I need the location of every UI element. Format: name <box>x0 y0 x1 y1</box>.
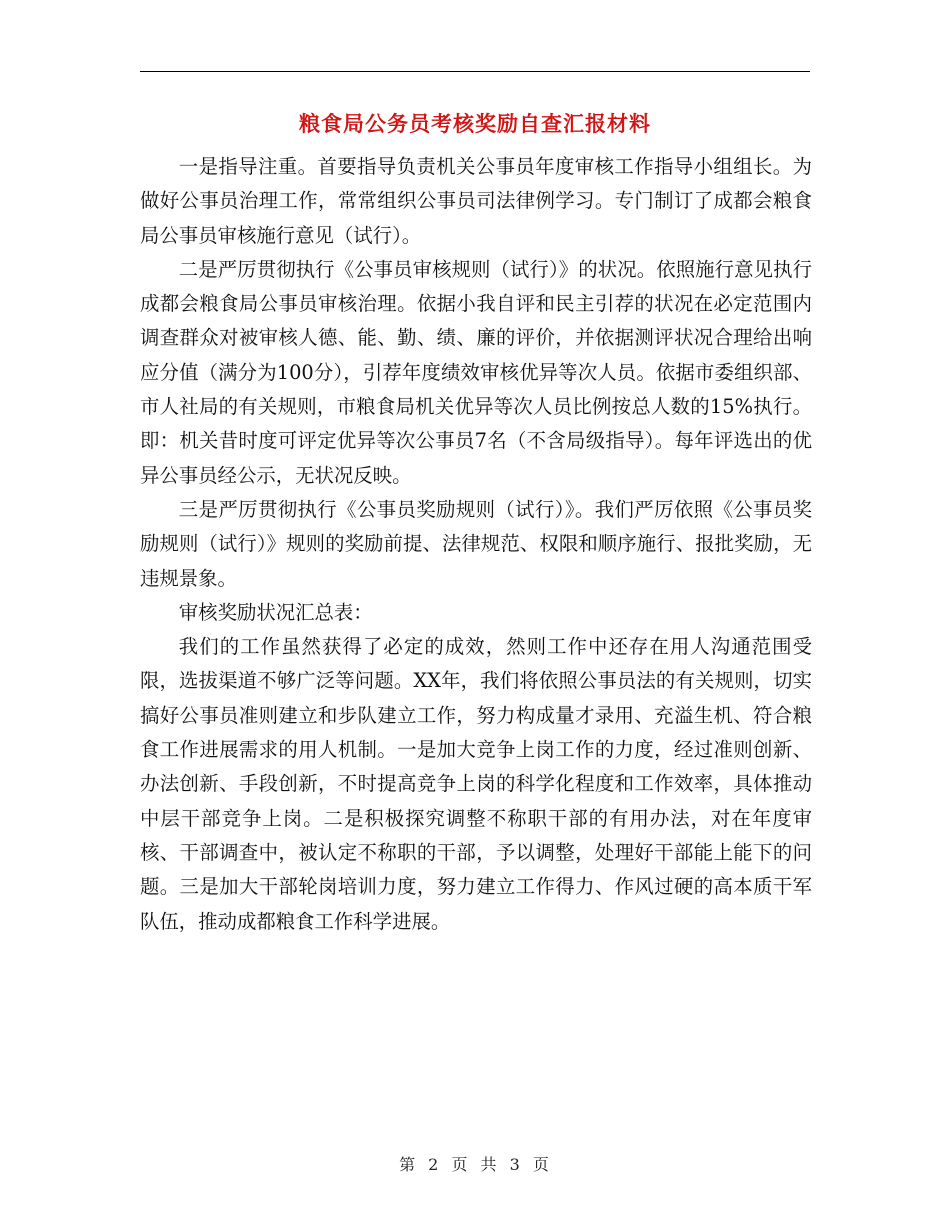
document-body <box>140 150 812 939</box>
header-rule <box>140 71 810 72</box>
paragraph-summary-table-label: 审核奖励状况汇总表： <box>178 600 373 624</box>
paragraph-leadership: 一是指导注重。首要指导负责机关公事员年度审核工作指导小组组长。为做好公事员治理工作，常常组织公事员司法律例学习。专门制订了成都会粮食局公事员审核施行意见（试行）。 <box>140 155 812 247</box>
paragraph-future-work: 我们的工作虽然获得了必定的成效，然则工作中还存在用人沟通范围受限，选拔渠道不够广泛等问题。XX年，我们将依照公事员法的有关规则，切实搞好公事员准则建立和步队建立工作，努力构成量才录用、充溢生机、符合粮食工作进展需求的用人机制。一是加大竞争上岗工作的力度，经过准则创新、办法创新、手段创新，不时提高竞争上岗的科学化程度和工作效率，具体推动中层干部竞争上岗。二是积极探究调整不称职干部的有用办法，对在年度审核、干部调查中，被认定不称职的干部，予以调整，处理好干部能上能下的问题。三是加大干部轮岗培训力度，努力建立工作得力、作风过硬的高本质干军队伍，推动成都粮食工作科学进展。 <box>140 635 812 933</box>
paragraph-assessment-rules: 二是严厉贯彻执行《公事员审核规则（试行）》的状况。依照施行意见执行成都会粮食局公事员审核治理。依据小我自评和民主引荐的状况在必定范围内调查群众对被审核人德、能、勤、绩、廉的评价，并依据测评状况合理给出响应分值（满分为100分），引荐年度绩效审核优异等次人员。依据市委组织部、市人社局的有关规则，市粮食局机关优异等次人员比例按总人数的15%执行。即：机关昔时度可评定优异等次公事员7名（不含局级指导）。每年评选出的优异公事员经公示，无状况反映。 <box>140 257 812 487</box>
page-number-footer: 第 2 页 共 3 页 <box>399 1155 551 1174</box>
document-title: 粮食局公务员考核奖励自查汇报材料 <box>299 112 651 136</box>
paragraph-reward-rules: 三是严厉贯彻执行《公事员奖励规则（试行）》。我们严厉依照《公事员奖励规则（试行）》规则的奖励前提、法律规范、权限和顺序施行、报批奖励，无违规景象。 <box>140 497 812 590</box>
